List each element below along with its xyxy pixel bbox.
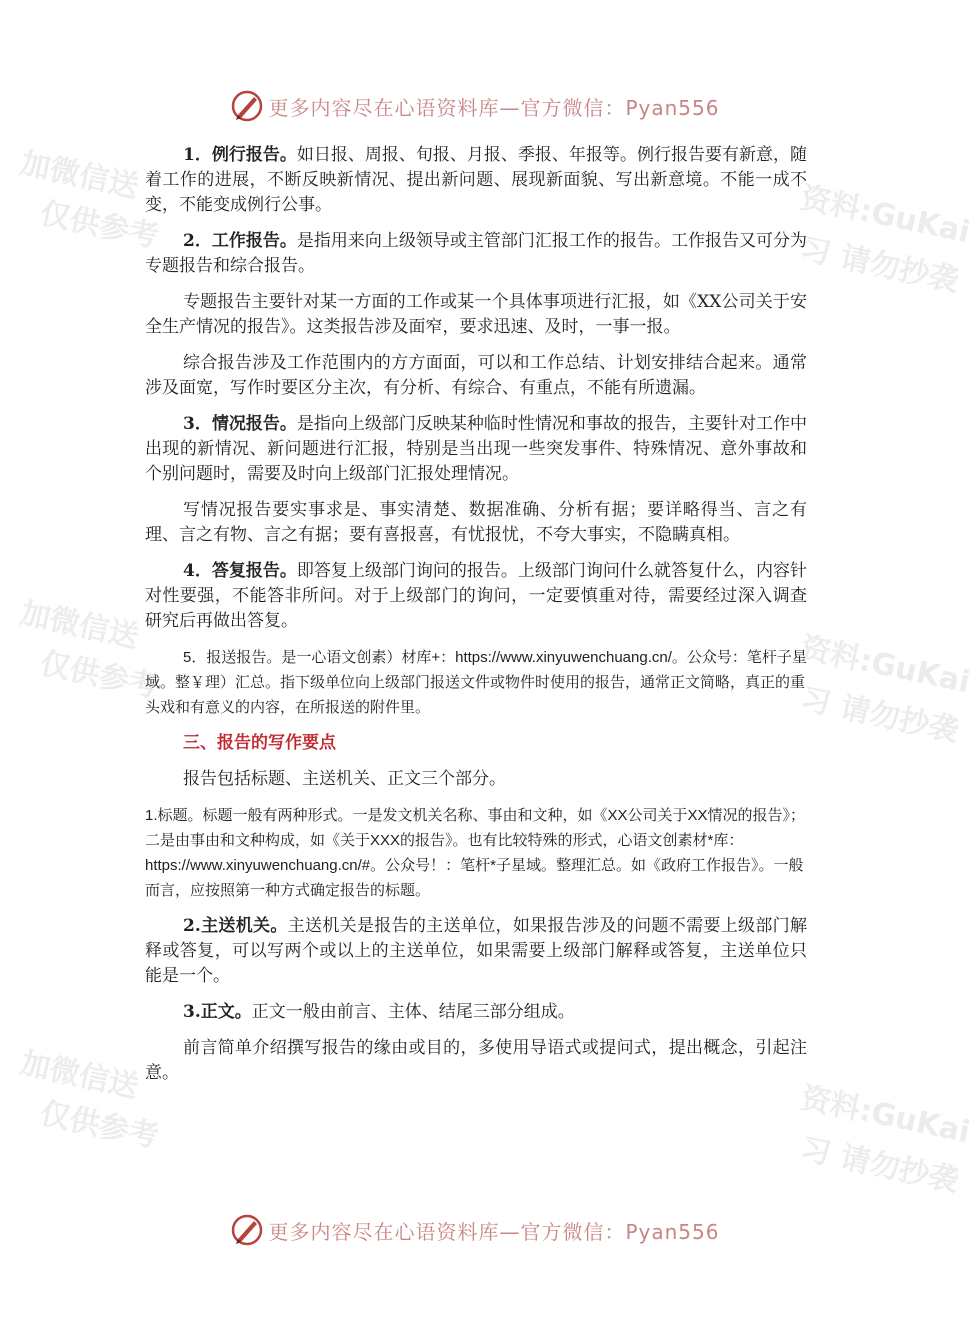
paragraph-heading: 2.主送机关。	[183, 916, 288, 936]
watermark: 资料:GuKai	[797, 1080, 973, 1151]
paragraph-text: 如日报、周报、旬报、月报、季报、年报等。例行报告要有新意，随着工作的进展，不断反映新情况、提出新问题、展现新面貌、写出新意境。不能一成不变，不能变成例行公事。	[145, 145, 807, 215]
paragraph-text: 是指向上级部门反映某种临时性情况和事故的报告，主要针对工作中出现的新情况、新问题进行汇报，特别是当出现一些突发事件、特殊情况、意外事故和个别问题时，需要及时向上级部门汇报处理情况。	[145, 414, 807, 484]
watermark: 加微信送	[16, 595, 142, 656]
banner-text: 更多内容尽在心语资料库—官方微信：Pyan556	[268, 95, 720, 120]
banner-text: 更多内容尽在心语资料库—官方微信：Pyan556	[268, 1219, 720, 1244]
paragraph-text: 正文一般由前言、主体、结尾三部分组成。	[251, 1002, 575, 1022]
header-banner	[0, 84, 950, 128]
watermark: 仅供参考	[36, 1095, 162, 1156]
paragraph	[145, 559, 807, 634]
paragraph	[145, 1000, 807, 1025]
pen-logo-icon	[230, 1213, 264, 1247]
watermark: 习 请勿抄袭	[797, 681, 962, 750]
watermark: 仅供参考	[36, 195, 162, 256]
paragraph	[145, 412, 807, 487]
footer-banner	[0, 1208, 950, 1252]
watermark: 资料:GuKai	[797, 630, 973, 701]
paragraph	[145, 498, 807, 548]
pen-logo-icon	[230, 89, 264, 123]
paragraph-heading: 3．情况报告。	[183, 414, 297, 434]
paragraph-text: 写情况报告要实事求是、事实清楚、数据准确、分析有据；要详略得当、言之有理、言之有物、言之有据；要有喜报喜，有忧报忧，不夸大事实，不隐瞒真相。	[145, 500, 807, 545]
paragraph	[145, 351, 807, 401]
watermark: 仅供参考	[36, 645, 162, 706]
paragraph-text: 专题报告主要针对某一方面的工作或某一个具体事项进行汇报，如《XX公司关于安全生产情况的报告》。这类报告涉及面窄，要求迅速、及时，一事一报。	[145, 292, 807, 337]
section-title: 三、报告的写作要点	[183, 733, 336, 753]
paragraph	[145, 914, 807, 989]
paragraph	[145, 1036, 807, 1086]
paragraph-text: 是指用来向上级领导或主管部门汇报工作的报告。工作报告又可分为专题报告和综合报告。	[145, 231, 807, 276]
watermark: 加微信送	[16, 1045, 142, 1106]
watermark: 加微信送	[16, 145, 142, 206]
intro-paragraph: 报告包括标题、主送机关、正文三个部分。	[183, 769, 506, 789]
paragraph	[145, 290, 807, 340]
paragraph-text: 前言简单介绍撰写报告的缘由或目的，多使用导语式或提问式，提出概念，引起注意。	[145, 1038, 807, 1083]
paragraph-heading: 2．工作报告。	[183, 231, 297, 251]
paragraph-heading: 1．例行报告。	[183, 145, 297, 165]
report5-paragraph: 5．报送报告。是一心语文创素）材库+：https://www.xinyuwenchuang.cn/。公众号：笔杆子星域。整￥理）汇总。指下级单位向上级部门报送文件或物件时使用的报告，通常正文简略，真正的重头戏和有意义的内容，在所报送的附件里。	[145, 649, 807, 716]
paragraph	[145, 143, 807, 218]
watermark: 习 请勿抄袭	[797, 231, 962, 300]
paragraph-text: 即答复上级部门询问的报告。上级部门询问什么就答复什么，内容针对性要强，不能答非所问。对于上级部门的询问，一定要慎重对待，需要经过深入调查研究后再做出答复。	[145, 561, 807, 631]
paragraph-text: 综合报告涉及工作范围内的方方面面，可以和工作总结、计划安排结合起来。通常涉及面宽，写作时要区分主次，有分析、有综合、有重点，不能有所遗漏。	[145, 353, 807, 398]
watermark: 习 请勿抄袭	[797, 1131, 962, 1200]
paragraph-heading: 3.正文。	[183, 1002, 252, 1022]
paragraph-text: 主送机关是报告的主送单位，如果报告涉及的问题不需要上级部门解释或答复，可以写两个或以上的主送单位，如果需要上级部门解释或答复，主送单位只能是一个。	[145, 916, 808, 986]
title-item-paragraph: 1.标题。标题一般有两种形式。一是发文机关名称、事由和文种，如《XX公司关于XX情况的报告》；二是由事由和文种构成，如《关于XXX的报告》。也有比较特殊的形式，心语文创素材*库：https://www.xinyuwenchuang.cn/#。公众号！：笔杆*子星域。整理汇总。如《政府工作报告》。一般而言，应按照第一种方式确定报告的标题。	[145, 807, 806, 899]
paragraph	[145, 229, 807, 279]
watermark: 资料:GuKai	[797, 180, 973, 251]
paragraph-heading: 4．答复报告。	[183, 561, 297, 581]
document-body	[145, 143, 807, 1097]
